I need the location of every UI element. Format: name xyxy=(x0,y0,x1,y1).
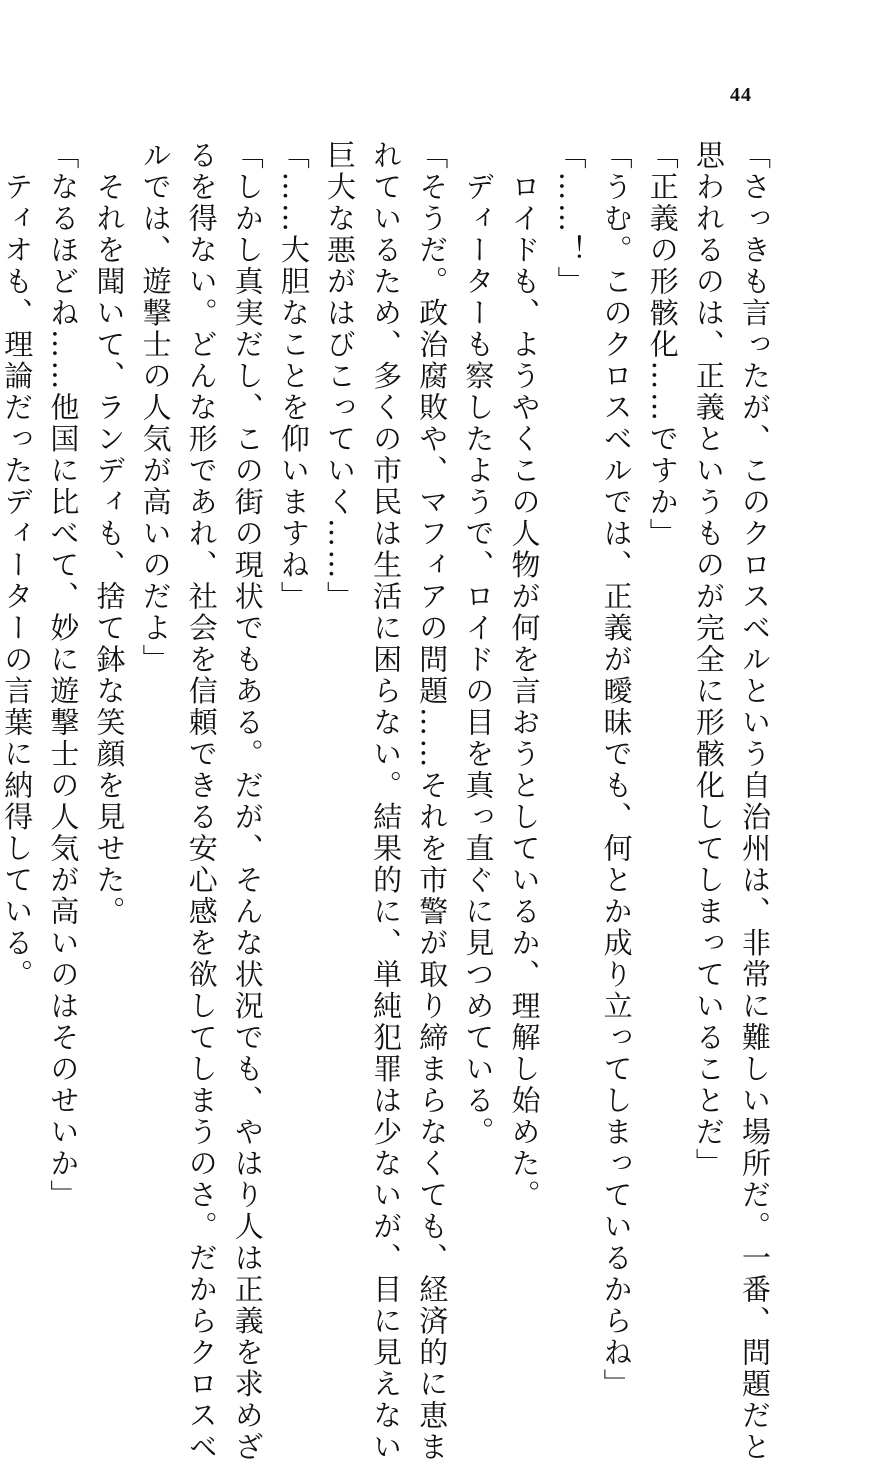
text-line: 「……！」 xyxy=(553,140,588,298)
text-line: 巨大な悪がはびこっていく……」 xyxy=(323,140,358,613)
text-line: 「なるほどね……他国に比べて、妙に遊撃士の人気が高いのはそのせいか」 xyxy=(46,140,81,1211)
text-line: ティオも、理論だったディーターの言葉に納得している。 xyxy=(0,140,35,991)
text-line: それを聞いて、ランディも、捨て鉢な笑顔を見せた。 xyxy=(92,140,127,928)
text-line: れているため、多くの市民は生活に困らない。結果的に、単純犯罪は少ないが、目に見えない xyxy=(369,140,404,1463)
text-line: 「うむ。このクロスベルでは、正義が曖昧でも、何とか成り立ってしまっているからね」 xyxy=(599,140,634,1400)
text-line: ルでは、遊撃士の人気が高いのだよ」 xyxy=(138,140,173,676)
text-line: 「さっきも言ったが、このクロスベルという自治州は、非常に難しい場所だ。一番、問題だと xyxy=(738,140,772,1463)
text-line: 思われるのは、正義というものが完全に形骸化してしまっていることだ」 xyxy=(691,140,726,1180)
text-line: 「……大胆なことを仰いますね」 xyxy=(276,140,311,613)
text-line: るを得ない。どんな形であれ、社会を信頼できる安心感を欲してしまうのさ。だからクロスベ xyxy=(184,140,219,1463)
text-line: ロイドも、ようやくこの人物が何を言おうとしているか、理解し始めた。 xyxy=(507,140,542,1211)
text-line: 「正義の形骸化……ですか」 xyxy=(645,140,680,550)
page-number: 44 xyxy=(730,84,752,106)
text-line: 「そうだ。政治腐敗や、マフィアの問題……それを市警が取り締まらなくても、経済的に恵ま xyxy=(415,140,450,1463)
text-line: 「しかし真実だし、この街の現状でもある。だが、そんな状況でも、やはり人は正義を求めざ xyxy=(230,140,265,1463)
text-line: ディーターも察したようで、ロイドの目を真っ直ぐに見つめている。 xyxy=(461,140,496,1148)
vertical-text-body xyxy=(0,140,778,1463)
